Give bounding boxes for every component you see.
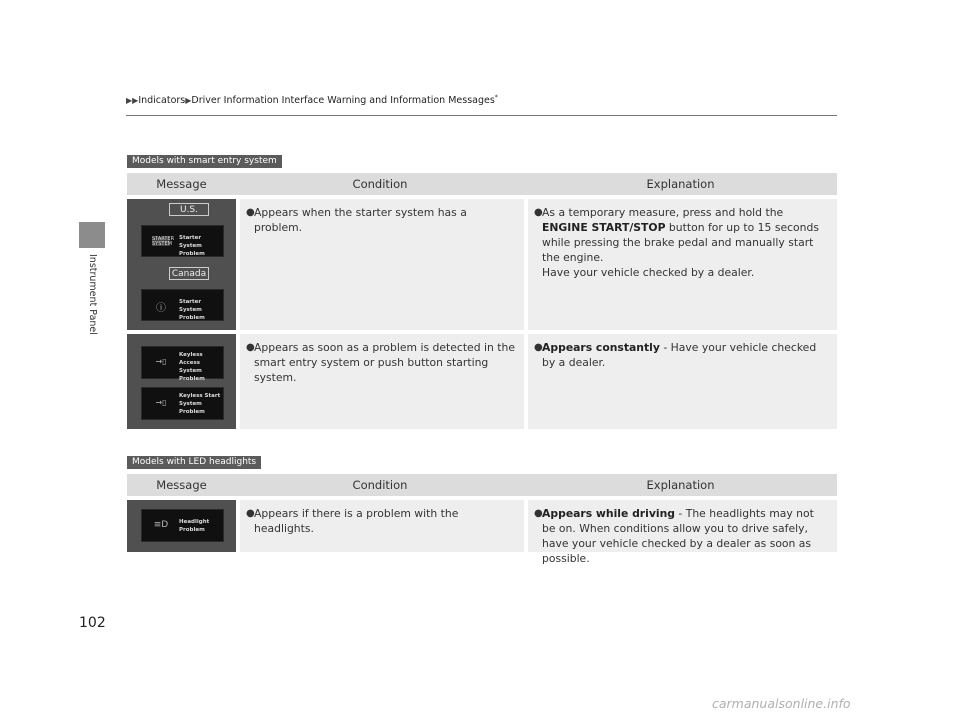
table1-tag: Models with smart entry system: [127, 155, 282, 168]
header-condition: Condition: [352, 177, 408, 191]
footnote-marker: *: [494, 94, 498, 101]
key-fob-icon: →▯: [155, 398, 167, 407]
bullet-icon: ●: [534, 207, 543, 218]
display-screen: [141, 509, 224, 542]
message-image: [127, 334, 236, 429]
region-label-canada: Canada: [169, 267, 209, 280]
display-text: Headlight Problem: [179, 519, 210, 533]
header-divider: [126, 115, 837, 116]
display-text: Starter System Problem: [179, 235, 205, 257]
table2-tag: Models with LED headlights: [127, 456, 261, 469]
display-text: Starter System Problem: [179, 299, 205, 321]
section-tab: [79, 222, 105, 248]
breadcrumb-item-indicators[interactable]: Indicators: [138, 95, 186, 107]
condition-cell: ● Appears if there is a problem with the headlights.: [240, 500, 524, 552]
message-image: [127, 199, 236, 330]
display-screen: [141, 289, 224, 321]
section-label: Instrument Panel: [87, 254, 98, 335]
bullet-icon: ●: [246, 207, 255, 218]
region-label-us: U.S.: [169, 203, 209, 216]
headlight-icon: ≡D: [153, 520, 169, 530]
display-text: Keyless Access System Problem: [179, 352, 205, 382]
table-row: [127, 334, 837, 429]
table2-header: [127, 474, 837, 496]
watermark: carmanualsonline.info: [712, 696, 851, 711]
bullet-icon: ●: [534, 342, 543, 353]
starter-system-icon: STARTER SYSTEM: [152, 236, 175, 247]
header-condition: Condition: [352, 478, 408, 492]
table-row: [127, 199, 837, 330]
display-screen: [141, 346, 224, 382]
breadcrumb: [126, 94, 498, 106]
bullet-icon: ●: [246, 508, 255, 519]
header-message: Message: [156, 177, 207, 191]
message-image: [127, 500, 236, 552]
explanation-cell: ● As a temporary measure, press and hold the ENGINE START/STOP button for up to 15 seconds while pressing the brake pedal and manually start the engine. Have your vehicle checked by a dealer.: [528, 199, 837, 330]
header-explanation: Explanation: [646, 478, 715, 492]
display-screen: [141, 225, 224, 257]
arrow-right-icon: ▶▶: [126, 96, 139, 106]
breadcrumb-item-messages[interactable]: Driver Information Interface Warning and Information Messages: [191, 95, 495, 107]
condition-cell: ● Appears as soon as a problem is detected in the smart entry system or push button starting system.: [240, 334, 524, 429]
page-number: 102: [79, 615, 106, 631]
arrow-right-icon: ▶: [185, 96, 192, 106]
condition-cell: ● Appears when the starter system has a problem.: [240, 199, 524, 330]
warning-circle-icon: ⓘ: [156, 303, 166, 314]
table-row: [127, 500, 837, 565]
table1-header: [127, 173, 837, 195]
explanation-cell: ● Appears while driving - The headlights may not be on. When conditions allow you to drive safely, have your vehicle checked by a dealer as soon as possible.: [528, 500, 837, 552]
explanation-cell: ● Appears constantly - Have your vehicle checked by a dealer.: [528, 334, 837, 429]
bullet-icon: ●: [534, 508, 543, 519]
bullet-icon: ●: [246, 342, 255, 353]
display-screen: [141, 387, 224, 420]
display-text: Keyless Start System Problem: [179, 393, 221, 415]
header-message: Message: [156, 478, 207, 492]
key-fob-icon: →▯: [155, 357, 167, 366]
header-explanation: Explanation: [646, 177, 715, 191]
